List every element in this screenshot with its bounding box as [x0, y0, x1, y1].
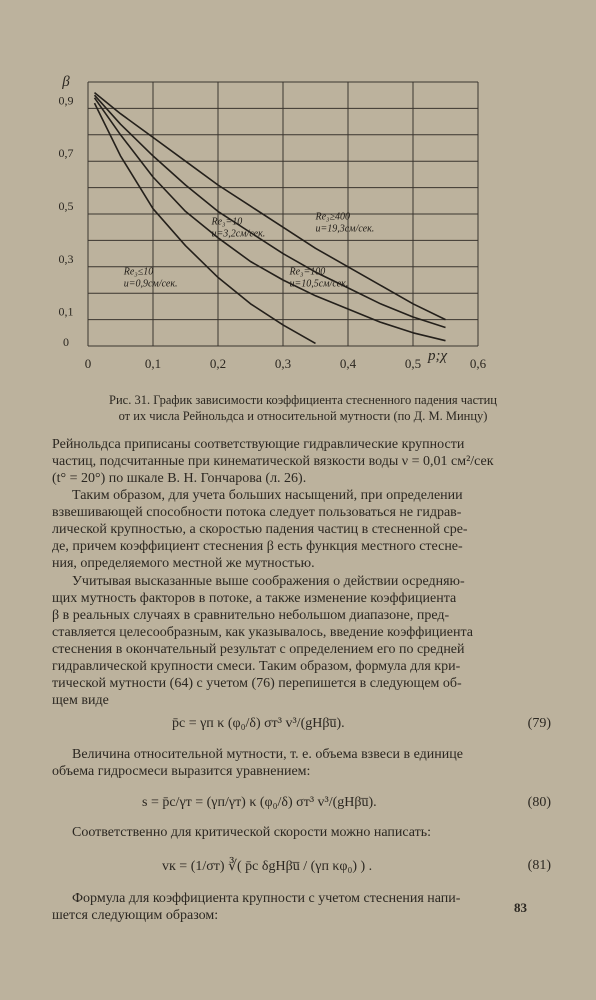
annotation-label: Re₃≥400 [315, 211, 351, 223]
x-tick-label: 0,5 [404, 356, 422, 370]
equation-number: (81) [527, 858, 551, 873]
annotation-label: u=10,5см/сек. [289, 278, 349, 290]
paragraph-1 [52, 436, 551, 487]
text-line: (t° = 20°) по шкале В. Н. Гончарова (л. 26). [52, 471, 307, 486]
paragraph-6 [52, 890, 551, 924]
y-tick-label: 0,3 [58, 251, 74, 266]
y-tick-label: 0,7 [58, 146, 74, 161]
text-line: стеснения в окончательный результат с определением его по средней [52, 642, 465, 657]
text-line: Таким образом, для учета больших насыщений, при определении [72, 488, 463, 503]
annotation-label: Re₃=100 [289, 266, 326, 278]
text-line: гидравлической крупности смеси. Таким образом, формула для кри- [52, 659, 461, 674]
equation-formula: s = p̄с/γт = (γп/γт) κ (φ₀/δ) σт³ v³/(gHβu̅). [142, 795, 377, 810]
y-tick-label: 0 [63, 335, 69, 349]
text-line: де, причем коэффициент стеснения β есть функция местного стесне- [52, 539, 463, 554]
figure-caption [58, 392, 548, 424]
text-line: Соответственно для критической скорости можно написать: [72, 825, 432, 840]
x-tick-label: 0 [84, 356, 92, 370]
x-tick-label: 0,3 [274, 356, 292, 370]
text-line: Учитывая высказанные выше соображения о действии осредняю- [72, 574, 465, 589]
text-line: частиц, подсчитанные при кинематической вязкости воды ν = 0,01 см²/сек [52, 454, 494, 469]
equation-formula: p̄с = γп κ (φ₀/δ) σт³ v³/(gHβu̅). [172, 716, 345, 731]
annotation-label: Re₃=10 [211, 216, 243, 228]
x-tick-label: 0,6 [469, 356, 487, 370]
text-line: Рейнольдса приписаны соответствующие гидравлические крупности [52, 437, 465, 452]
text-line: лической крупностью, а скоростью падения частиц в стесненной сре- [52, 522, 468, 537]
text-line: Величина относительной мутности, т. е. объема взвеси в единице [72, 747, 463, 762]
text-line: β в реальных случаях в сравнительно небольшом диапазоне, пред- [52, 608, 450, 623]
text-line: Формула для коэффициента крупности с учетом стеснения напи- [72, 891, 461, 906]
x-tick-label: 0,2 [209, 356, 227, 370]
chart [48, 60, 488, 370]
x-tick-label: 0,1 [144, 356, 162, 370]
y-tick-label: 0,5 [58, 199, 74, 213]
paragraph-3 [52, 573, 551, 709]
page-number: 83 [514, 900, 527, 915]
text-line: объема гидросмеси выразится уравнением: [52, 764, 311, 779]
annotation-label: u=19,3см/сек. [315, 223, 375, 235]
y-axis-label: β [62, 74, 70, 90]
annotation-label: u=0,9см/сек. [123, 278, 178, 290]
equation-number: (80) [527, 795, 551, 810]
annotation-label: u=3,2см/сек. [211, 228, 266, 240]
text-line: тической мутности (64) с учетом (76) перепишется в следующем об- [52, 676, 462, 691]
paragraph-4 [52, 746, 551, 780]
text-line: щих мутность факторов в потоке, а также изменение коэффициента [52, 591, 457, 606]
text-line: шется следующим образом: [52, 908, 219, 923]
caption-line: от их числа Рейнольдса и относительной мутности (по Д. М. Минцу) [118, 409, 488, 423]
y-tick-label: 0,1 [58, 304, 74, 319]
paragraph-5 [52, 824, 551, 841]
x-axis-label: p;χ [428, 348, 448, 364]
equation-number: (79) [527, 716, 551, 731]
equation-formula: vк = (1/σт) ∛( p̄с δgHβu̅ / (γп κφ₀) ) . [162, 859, 373, 874]
paragraph-2 [52, 487, 551, 572]
y-tick-label: 0,9 [58, 93, 74, 108]
x-tick-label: 0,4 [339, 356, 357, 370]
series-line [95, 103, 316, 343]
text-line: взвешивающей способности потока следует пользоваться не гидрав- [52, 505, 462, 520]
annotation-label: Re₃≤10 [123, 266, 154, 278]
text-line: щем виде [52, 693, 109, 708]
caption-line: Рис. 31. График зависимости коэффициента стесненного падения частиц [109, 393, 497, 407]
text-line: ставляется целесообразным, как указывалось, введение коэффициента [52, 625, 473, 640]
text-line: ния, определяемого местной же мутностью. [52, 556, 315, 571]
